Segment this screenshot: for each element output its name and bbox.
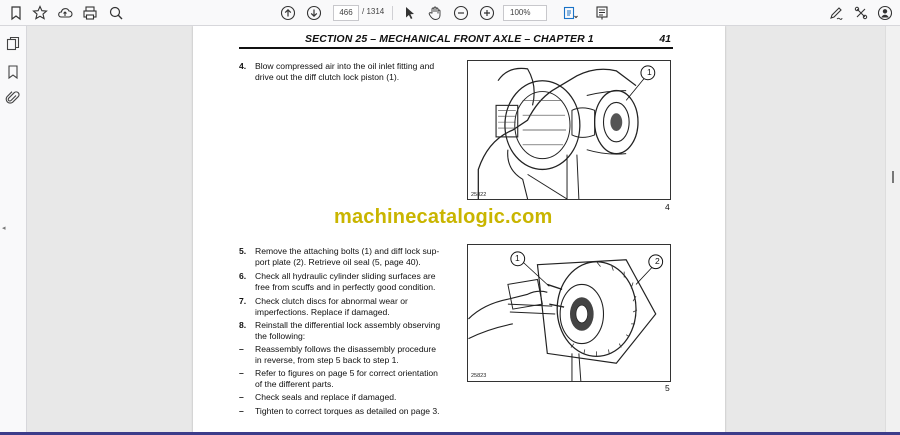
step-6 (239, 271, 459, 295)
zoom-value: 100% (510, 8, 531, 17)
step-7 (239, 296, 459, 320)
step-text-line: the following: (255, 331, 306, 341)
step-5 (239, 246, 459, 270)
step-text-line: Reinstall the differential lock assembly observing (255, 320, 441, 330)
step-text-line: Remove the attaching bolts (1) and diff lock sup- (255, 246, 440, 256)
step-number: 6. (239, 271, 247, 281)
bullet-dash: – (239, 406, 244, 416)
share-link-icon[interactable] (851, 3, 871, 23)
step-number: 8. (239, 320, 247, 330)
scrollbar-thumb[interactable] (892, 171, 894, 183)
select-cursor-icon[interactable] (400, 3, 420, 23)
zoom-out-icon[interactable] (451, 3, 471, 23)
bullet-text-line: Tighten to correct torques as detailed on page 3. (255, 406, 440, 416)
bullet-reassembly (239, 344, 459, 368)
page-number: 41 (659, 33, 671, 45)
zoom-level-select[interactable] (503, 5, 547, 21)
step-number: 4. (239, 61, 247, 71)
bookmarks-icon[interactable] (5, 64, 21, 80)
step-text-line: Blow compressed air into the oil inlet fitting and (255, 61, 435, 71)
previous-page-icon[interactable] (278, 3, 298, 23)
zoom-in-icon[interactable] (477, 3, 497, 23)
annotation-icon[interactable] (592, 3, 612, 23)
document-page (193, 26, 725, 435)
page-fit-icon[interactable] (560, 3, 580, 23)
page-total: / 1314 (362, 7, 385, 16)
bullet-dash: – (239, 392, 244, 402)
bullet-refer (239, 368, 459, 392)
viewer-toolbar (0, 0, 900, 26)
upload-cloud-icon[interactable] (55, 3, 75, 23)
step-4 (239, 61, 459, 85)
attachment-icon[interactable] (5, 90, 21, 106)
callout-1: 1 (515, 253, 520, 263)
step-text-line: drive out the diff clutch lock piston (1). (255, 72, 400, 82)
callout-1: 1 (647, 67, 652, 77)
bullet-dash: – (239, 368, 244, 378)
step-number: 5. (239, 246, 247, 256)
step-text-line: port plate (2). Retrieve oil seal (5, page 40). (255, 257, 421, 267)
figure-4-illustration (467, 60, 671, 200)
step-text-line: Check clutch discs for abnormal wear or (255, 296, 408, 306)
callout-2: 2 (655, 256, 660, 266)
section-title: SECTION 25 – MECHANICAL FRONT AXLE – CHAPTER 1 (305, 33, 594, 45)
account-icon[interactable] (875, 3, 895, 23)
figure-number: 4 (665, 202, 670, 212)
step-8 (239, 320, 459, 344)
next-page-icon[interactable] (304, 3, 324, 23)
edit-sign-icon[interactable] (826, 3, 846, 23)
bullet-text-line: Refer to figures on page 5 for correct orientation (255, 368, 438, 378)
document-viewer[interactable] (27, 26, 885, 435)
figure-number: 5 (665, 383, 670, 393)
bullet-torques (239, 406, 459, 418)
page-number-input[interactable]: 466 (333, 5, 359, 21)
bullet-dash: – (239, 344, 244, 354)
figure-code: 25822 (471, 192, 487, 198)
toolbar-divider (392, 6, 393, 20)
mechanic-axle-drawing (468, 61, 670, 199)
figure-code: 25823 (471, 373, 487, 379)
hand-tool-icon[interactable] (425, 3, 445, 23)
page-header (239, 31, 673, 49)
figure-5-illustration (467, 244, 671, 382)
bullet-text-line: in reverse, from step 5 back to step 1. (255, 355, 399, 365)
bullet-text-line: of the different parts. (255, 379, 334, 389)
page-thumbnails-icon[interactable] (5, 36, 21, 52)
search-icon[interactable] (106, 3, 126, 23)
step-number: 7. (239, 296, 247, 306)
left-sidebar (0, 26, 27, 435)
step-text-line: imperfections. Replace if damaged. (255, 307, 390, 317)
watermark-text: machinecatalogic.com (334, 206, 553, 228)
step-text-line: Check all hydraulic cylinder sliding surfaces are (255, 271, 436, 281)
differential-assembly-drawing (468, 245, 670, 381)
vertical-scrollbar[interactable] (885, 26, 900, 435)
star-icon[interactable] (30, 3, 50, 23)
bookmark-icon[interactable] (6, 3, 26, 23)
bullet-seals (239, 392, 459, 404)
collapse-sidebar-arrow-icon[interactable]: ◂ (2, 225, 6, 232)
step-text-line: free from scuffs and in perfectly good condition. (255, 282, 436, 292)
bullet-text-line: Check seals and replace if damaged. (255, 392, 397, 402)
print-icon[interactable] (80, 3, 100, 23)
bullet-text-line: Reassembly follows the disassembly procedure (255, 344, 437, 354)
